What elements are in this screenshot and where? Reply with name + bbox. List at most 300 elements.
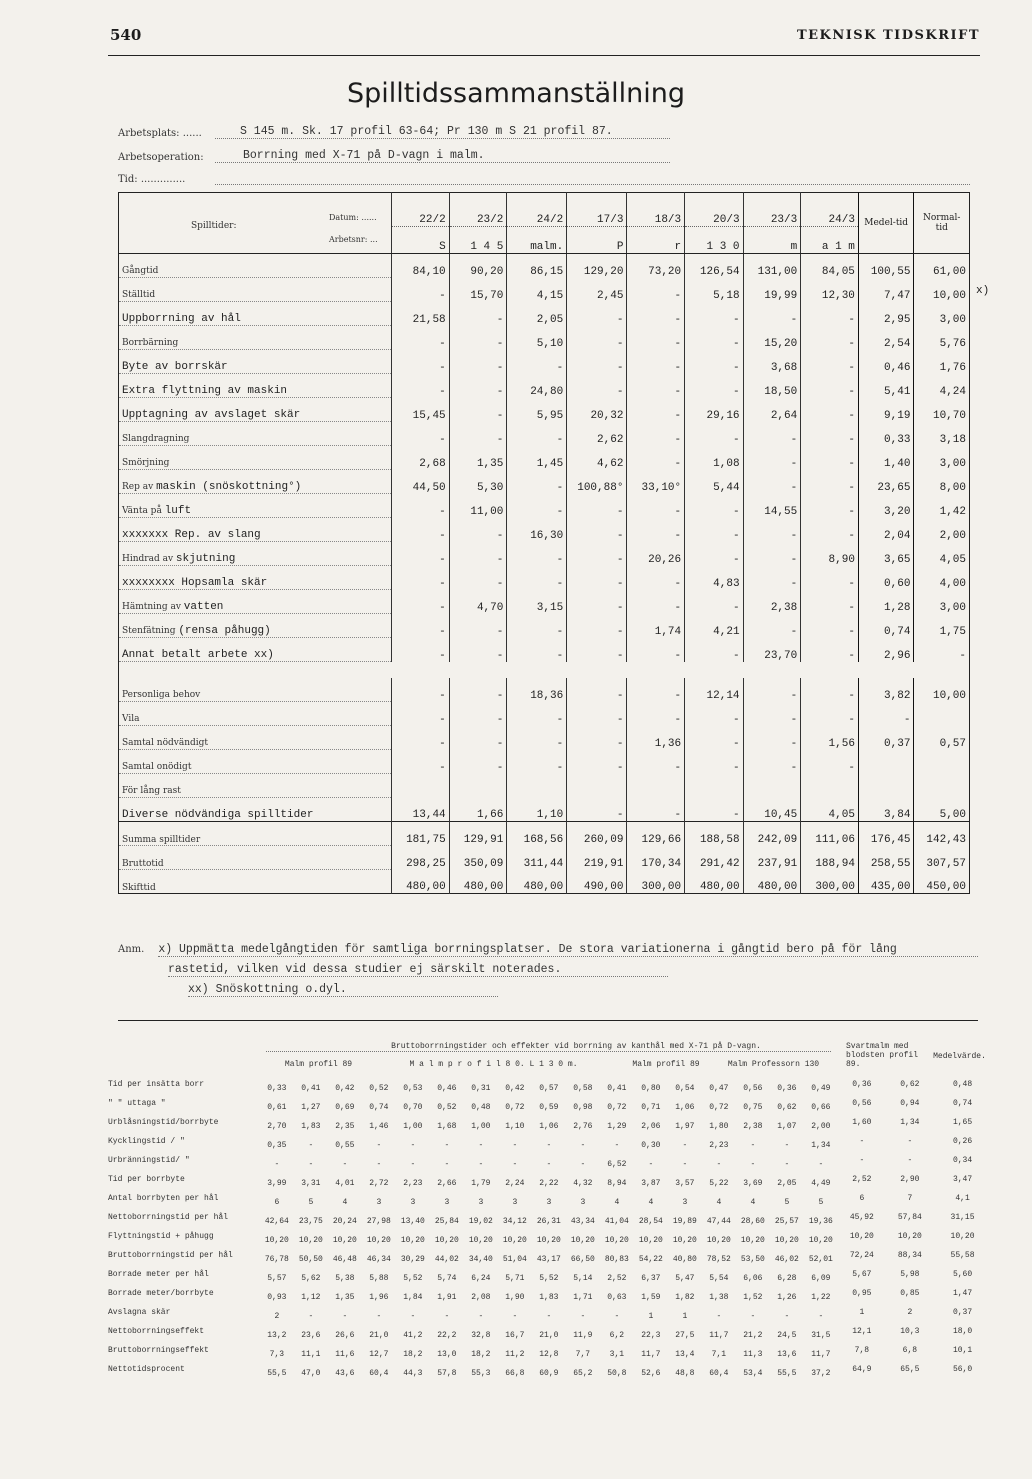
- normal-cell: 3,00: [914, 446, 970, 470]
- bottom-cell: 53,50: [740, 1255, 765, 1264]
- bottom-cell: 1,00: [403, 1122, 423, 1131]
- value-cell: 131,00: [743, 254, 801, 278]
- value-cell: 129,91: [449, 822, 507, 846]
- mean-cell: 23,65: [858, 470, 914, 494]
- bottom-cell: 48,8: [675, 1369, 695, 1378]
- value-cell: -: [507, 494, 567, 518]
- value-cell: [743, 774, 801, 798]
- value-cell: -: [391, 678, 449, 702]
- mean-cell: 3,20: [858, 494, 914, 518]
- medel-cell: 0,74: [952, 1099, 973, 1108]
- value-cell: -: [801, 518, 859, 542]
- row-typed-label: xxxxxxxx Hopsamla skär: [122, 577, 268, 589]
- bottom-cell: -: [648, 1160, 654, 1169]
- bottom-cell: 41,04: [604, 1217, 629, 1226]
- bottom-cell: -: [478, 1312, 484, 1321]
- bottom-cell: 3,69: [743, 1179, 763, 1188]
- value-cell: 5,10: [507, 326, 567, 350]
- bottom-cell: -: [444, 1141, 450, 1150]
- value-cell: -: [567, 494, 627, 518]
- bottom-cell: 3,57: [675, 1179, 695, 1188]
- bottom-cell: 5,14: [573, 1274, 593, 1283]
- value-cell: 13,44: [391, 798, 449, 822]
- medel-cell: 3,47: [952, 1175, 973, 1184]
- bottom-cell: 2,23: [403, 1179, 423, 1188]
- bottom-cell: 0,71: [641, 1103, 661, 1112]
- date-header: 24/3: [801, 193, 859, 227]
- normal-cell: 10,00: [914, 278, 970, 302]
- row-typed-label: Annat betalt arbete xx): [122, 649, 274, 661]
- medel-cell: 0,37: [952, 1308, 973, 1317]
- bottom-cell: 4: [648, 1198, 654, 1207]
- arbetsnr-header: m: [743, 226, 801, 253]
- table-row: [119, 518, 970, 542]
- bottom-cell: 5: [784, 1198, 790, 1207]
- bottom-cell: 10,20: [638, 1236, 663, 1245]
- bottom-cell: 1,12: [301, 1293, 321, 1302]
- bottom-cell: -: [546, 1312, 552, 1321]
- bottom-cell: 0,48: [471, 1103, 491, 1112]
- value-cell: -: [685, 702, 743, 726]
- table-row: [108, 1265, 988, 1284]
- mean-cell: 7,47: [858, 278, 914, 302]
- bottom-cell: -: [750, 1312, 756, 1321]
- bottom-cell: 10,20: [774, 1236, 799, 1245]
- bottom-cell: 4: [750, 1198, 756, 1207]
- bottom-cell: -: [784, 1141, 790, 1150]
- svart-cell: 2: [907, 1308, 913, 1317]
- value-cell: 23,70: [743, 638, 801, 662]
- value-cell: -: [449, 518, 507, 542]
- value-cell: -: [627, 494, 685, 518]
- bottom-cell: 0,93: [267, 1293, 287, 1302]
- value-cell: -: [507, 422, 567, 446]
- value-cell: -: [685, 494, 743, 518]
- bottom-cell: 1,26: [777, 1293, 797, 1302]
- value-cell: 480,00: [507, 870, 567, 894]
- page-number: 540: [110, 26, 142, 44]
- table-row: [108, 1170, 988, 1189]
- value-cell: 188,58: [685, 822, 743, 846]
- bottom-cell: 55,3: [471, 1369, 491, 1378]
- bottom-cell: 5,54: [709, 1274, 729, 1283]
- bottom-cell: 1,91: [437, 1293, 457, 1302]
- arbetsnr-header: 1 4 5: [449, 226, 507, 253]
- value-cell: 21,58: [391, 302, 449, 326]
- bottom-cell: 37,2: [811, 1369, 831, 1378]
- mean-cell: 9,19: [858, 398, 914, 422]
- bottom-cell: 1,84: [403, 1293, 423, 1302]
- row-label: Hindrad av: [122, 554, 174, 564]
- anm-block: [118, 943, 978, 997]
- value-cell: 1,66: [449, 798, 507, 822]
- normal-cell: 1,76: [914, 350, 970, 374]
- bottom-cell: -: [818, 1312, 824, 1321]
- normal-cell: 4,05: [914, 542, 970, 566]
- value-cell: -: [391, 422, 449, 446]
- value-cell: -: [449, 638, 507, 662]
- bottom-cell: 54,22: [638, 1255, 663, 1264]
- value-cell: -: [567, 678, 627, 702]
- bottom-cell: 24,5: [777, 1331, 797, 1340]
- value-cell: -: [685, 518, 743, 542]
- bottom-cell: 10,20: [298, 1236, 323, 1245]
- normal-cell: -: [914, 638, 970, 662]
- svart-cell: -: [907, 1137, 913, 1146]
- value-cell: -: [449, 750, 507, 774]
- row-label: Skifttid: [122, 883, 156, 893]
- value-cell: -: [567, 614, 627, 638]
- bottom-cell: -: [376, 1141, 382, 1150]
- bottom-cell: 3: [410, 1198, 416, 1207]
- value-cell: 5,95: [507, 398, 567, 422]
- bottom-cell: 23,75: [298, 1217, 323, 1226]
- bottom-cell: 76,78: [264, 1255, 289, 1264]
- bottom-cell: -: [546, 1160, 552, 1169]
- bottom-cell: 0,49: [811, 1084, 831, 1093]
- row-typed-label: vatten: [183, 601, 224, 613]
- row-label: Ställtid: [122, 290, 156, 300]
- svart-cell: -: [907, 1156, 913, 1165]
- value-cell: -: [801, 494, 859, 518]
- bottom-cell: 2,66: [437, 1179, 457, 1188]
- medel-cell: 31,15: [950, 1213, 975, 1222]
- bottom-row-label: Urbränningstid/ ": [108, 1156, 190, 1165]
- bottom-cell: 2,35: [335, 1122, 355, 1131]
- value-cell: 86,15: [507, 254, 567, 278]
- bottom-cell: -: [342, 1160, 348, 1169]
- svart-cell: 2,52: [852, 1175, 872, 1184]
- bottom-cell: 13,0: [437, 1350, 457, 1359]
- value-cell: 2,68: [391, 446, 449, 470]
- bottom-cell: 13,40: [400, 1217, 425, 1226]
- svart-cell: 6,8: [902, 1346, 918, 1355]
- value-cell: -: [801, 374, 859, 398]
- bottom-cell: 19,89: [672, 1217, 697, 1226]
- bottom-cell: 18,2: [471, 1350, 491, 1359]
- bottom-cell: 6,24: [471, 1274, 491, 1283]
- value-cell: 14,55: [743, 494, 801, 518]
- bottom-cell: 0,55: [335, 1141, 355, 1150]
- value-cell: -: [507, 566, 567, 590]
- svart-cell: 72,24: [849, 1251, 874, 1260]
- table-row: [119, 374, 970, 398]
- bottom-cell: 1,07: [777, 1122, 797, 1131]
- bottom-title: Bruttoborrningstider och effekter vid borrning av kanthål med X-71 på D-vagn.: [266, 1042, 831, 1052]
- medel-cell: 10,20: [950, 1232, 975, 1241]
- mean-cell: 3,82: [858, 678, 914, 702]
- bottom-cell: 20,24: [332, 1217, 357, 1226]
- bottom-cell: 3: [580, 1198, 586, 1207]
- normal-cell: 4,24: [914, 374, 970, 398]
- bottom-cell: 3,99: [267, 1179, 287, 1188]
- medel-cell: 1,65: [952, 1118, 973, 1127]
- bottom-cell: 10,20: [434, 1236, 459, 1245]
- normal-cell: 10,00: [914, 678, 970, 702]
- date-header: 23/3: [743, 193, 801, 227]
- group-label: Malm Professorn 130: [727, 1060, 820, 1069]
- normal-cell: 1,42: [914, 494, 970, 518]
- bottom-cell: 52,6: [641, 1369, 661, 1378]
- bottom-cell: 6,37: [641, 1274, 661, 1283]
- medel-header: Medelvärde.: [933, 1052, 986, 1061]
- value-cell: 20,32: [567, 398, 627, 422]
- bottom-row-label: Avslagna skär: [108, 1308, 171, 1317]
- medel-cell: 4,1: [955, 1194, 970, 1203]
- bottom-cell: 4: [614, 1198, 620, 1207]
- bottom-cell: 1,52: [743, 1293, 763, 1302]
- value-cell: -: [801, 702, 859, 726]
- bottom-cell: 60,4: [709, 1369, 729, 1378]
- value-cell: 90,20: [449, 254, 507, 278]
- bottom-cell: 55,5: [267, 1369, 287, 1378]
- bottom-cell: -: [750, 1141, 756, 1150]
- table-row: [108, 1075, 988, 1094]
- value-cell: 480,00: [685, 870, 743, 894]
- row-label: Hämtning av: [122, 602, 181, 612]
- bottom-cell: 13,2: [267, 1331, 287, 1340]
- table-row: [108, 1151, 988, 1170]
- value-cell: -: [743, 726, 801, 750]
- bottom-cell: 1,83: [301, 1122, 321, 1131]
- bottom-cell: 2,05: [777, 1179, 797, 1188]
- bottom-cell: 11,2: [505, 1350, 525, 1359]
- value-cell: -: [449, 398, 507, 422]
- bottom-cell: 0,47: [709, 1084, 729, 1093]
- bottom-cell: -: [376, 1312, 382, 1321]
- bottom-cell: 1,68: [437, 1122, 457, 1131]
- mean-cell: 3,65: [858, 542, 914, 566]
- value-cell: 111,06: [801, 822, 859, 846]
- medel-cell: 55,58: [950, 1251, 975, 1260]
- bottom-cell: 21,2: [743, 1331, 763, 1340]
- svart-cell: 0,94: [900, 1099, 920, 1108]
- value-cell: -: [743, 614, 801, 638]
- svart-cell: 10,3: [900, 1327, 920, 1336]
- table-row: [119, 278, 970, 302]
- bottom-cell: 5,62: [301, 1274, 321, 1283]
- value-cell: -: [449, 566, 507, 590]
- bottom-cell: 3,1: [609, 1350, 625, 1359]
- value-cell: 12,30: [801, 278, 859, 302]
- bottom-cell: 0,52: [437, 1103, 457, 1112]
- value-cell: -: [801, 302, 859, 326]
- bottom-cell: -: [580, 1141, 586, 1150]
- bottom-cell: -: [512, 1141, 518, 1150]
- bottom-cell: -: [308, 1160, 314, 1169]
- bottom-cell: 1: [648, 1312, 654, 1321]
- bottom-cell: 3: [512, 1198, 518, 1207]
- value-cell: 291,42: [685, 846, 743, 870]
- bottom-cell: 44,3: [403, 1369, 423, 1378]
- value-cell: -: [801, 614, 859, 638]
- normal-cell: [914, 750, 970, 774]
- anm-label: Anm.: [118, 944, 145, 955]
- bottom-row-label: Borrade meter per hål: [108, 1270, 209, 1279]
- row-typed-label: Diverse nödvändiga spilltider: [122, 809, 314, 821]
- value-cell: -: [801, 398, 859, 422]
- value-cell: 170,34: [627, 846, 685, 870]
- bottom-row-label: " " uttaga ": [108, 1099, 166, 1108]
- value-cell: 20,26: [627, 542, 685, 566]
- value-cell: -: [567, 374, 627, 398]
- value-cell: -: [685, 750, 743, 774]
- value-cell: -: [567, 350, 627, 374]
- bottom-cell: 1,90: [505, 1293, 525, 1302]
- normal-cell: 3,00: [914, 302, 970, 326]
- group-label: M a l m p r o f i l 8 0. L 1 3 0 m.: [409, 1060, 578, 1069]
- bottom-cell: 5: [308, 1198, 314, 1207]
- bottom-cell: 0,80: [641, 1084, 661, 1093]
- value-cell: 3,68: [743, 350, 801, 374]
- svart-cell: 64,9: [852, 1365, 872, 1374]
- value-cell: 15,20: [743, 326, 801, 350]
- bottom-cell: 22,2: [437, 1331, 457, 1340]
- section-rule: [118, 1020, 978, 1021]
- value-cell: 2,64: [743, 398, 801, 422]
- datum-label: Datum: ......: [329, 213, 377, 222]
- value-cell: [801, 774, 859, 798]
- value-cell: -: [743, 702, 801, 726]
- row-label: Bruttotid: [122, 859, 164, 869]
- bottom-cell: 10,20: [468, 1236, 493, 1245]
- bottom-cell: 10,20: [332, 1236, 357, 1245]
- group-label: Malm profil 89: [284, 1060, 353, 1069]
- bottom-row-label: Flyttningstid + påhugg: [108, 1232, 214, 1241]
- bottom-cell: 26,31: [536, 1217, 561, 1226]
- normal-cell: 5,00: [914, 798, 970, 822]
- value-cell: -: [743, 542, 801, 566]
- value-cell: 181,75: [391, 822, 449, 846]
- date-header: 18/3: [627, 193, 685, 227]
- mean-cell: -: [858, 702, 914, 726]
- bottom-cell: 65,2: [573, 1369, 593, 1378]
- bottom-cell: -: [818, 1160, 824, 1169]
- value-cell: 44,50: [391, 470, 449, 494]
- bottom-cell: -: [342, 1312, 348, 1321]
- value-cell: -: [801, 590, 859, 614]
- table-row: [119, 326, 970, 350]
- svart-header: Svartmalm med blodsten profil 89.: [846, 1042, 919, 1069]
- svart-cell: 0,56: [852, 1099, 872, 1108]
- row-label: Personliga behov: [122, 690, 201, 700]
- value-cell: 4,21: [685, 614, 743, 638]
- svart-cell: 1,34: [900, 1118, 920, 1127]
- normal-cell: 5,76: [914, 326, 970, 350]
- value-cell: 100,88°: [567, 470, 627, 494]
- value-cell: 300,00: [801, 870, 859, 894]
- value-cell: -: [567, 590, 627, 614]
- normal-cell: 450,00: [914, 870, 970, 894]
- bottom-cell: -: [512, 1312, 518, 1321]
- bottom-cell: 11,6: [335, 1350, 355, 1359]
- table-row: [119, 846, 970, 870]
- value-cell: 5,44: [685, 470, 743, 494]
- value-cell: 4,05: [801, 798, 859, 822]
- bottom-cell: 0,98: [573, 1103, 593, 1112]
- bottom-row-label: Bruttoborrningstid per hål: [108, 1251, 233, 1260]
- bottom-cell: 2,22: [539, 1179, 559, 1188]
- bottom-cell: -: [580, 1312, 586, 1321]
- bottom-cell: 1,96: [369, 1293, 389, 1302]
- bottom-cell: 12,7: [369, 1350, 389, 1359]
- bottom-cell: 8,94: [607, 1179, 627, 1188]
- value-cell: -: [743, 470, 801, 494]
- value-cell: 2,45: [567, 278, 627, 302]
- normal-cell: [914, 774, 970, 798]
- value-cell: -: [801, 470, 859, 494]
- row-label: Samtal onödigt: [122, 762, 192, 772]
- mean-cell: 0,37: [858, 726, 914, 750]
- row-typed-label: maskin (snöskottning°): [156, 481, 302, 493]
- normal-cell: [914, 702, 970, 726]
- value-cell: -: [627, 350, 685, 374]
- bottom-cell: 19,02: [468, 1217, 493, 1226]
- value-cell: 8,90: [801, 542, 859, 566]
- table-row: [108, 1322, 988, 1341]
- normal-cell: 61,00: [914, 254, 970, 278]
- table-row: [108, 1341, 988, 1360]
- bottom-cell: 2,00: [811, 1122, 831, 1131]
- value-cell: 24,80: [507, 374, 567, 398]
- svart-cell: -: [859, 1156, 865, 1165]
- bottom-cell: 4,32: [573, 1179, 593, 1188]
- arbetsnr-header: P: [567, 226, 627, 253]
- table-row: [119, 350, 970, 374]
- value-cell: 480,00: [449, 870, 507, 894]
- bottom-cell: 18,2: [403, 1350, 423, 1359]
- mean-cell: 0,74: [858, 614, 914, 638]
- value-cell: -: [627, 398, 685, 422]
- bottom-cell: -: [444, 1160, 450, 1169]
- bottom-cell: -: [614, 1141, 620, 1150]
- svart-cell: 10,20: [897, 1232, 922, 1241]
- value-cell: [449, 774, 507, 798]
- normal-cell: 307,57: [914, 846, 970, 870]
- value-cell: 19,99: [743, 278, 801, 302]
- bottom-cell: 0,58: [573, 1084, 593, 1093]
- bottom-cell: 13,6: [777, 1350, 797, 1359]
- medel-cell: 56,0: [952, 1365, 973, 1374]
- bottom-cell: 0,35: [267, 1141, 287, 1150]
- bottom-cell: 0,41: [301, 1084, 321, 1093]
- svart-cell: 5,98: [900, 1270, 920, 1279]
- bottom-cell: 0,54: [675, 1084, 695, 1093]
- bottom-cell: 42,64: [264, 1217, 289, 1226]
- medel-cell: 5,60: [952, 1270, 973, 1279]
- bottom-cell: 0,72: [607, 1103, 627, 1112]
- table-row: [108, 1132, 988, 1151]
- spilltid-table: [118, 192, 970, 894]
- value-cell: 33,10°: [627, 470, 685, 494]
- value-cell: -: [685, 326, 743, 350]
- bottom-cell: 0,61: [267, 1103, 287, 1112]
- mean-cell: 1,40: [858, 446, 914, 470]
- medel-header: Medel-tid: [858, 193, 914, 254]
- row-typed-label: Upptagning av avslaget skär: [122, 409, 301, 421]
- mean-cell: 0,46: [858, 350, 914, 374]
- value-cell: -: [743, 302, 801, 326]
- bottom-cell: 10,20: [672, 1236, 697, 1245]
- bottom-cell: 6,2: [609, 1331, 625, 1340]
- value-cell: -: [627, 422, 685, 446]
- table-row: [119, 590, 970, 614]
- value-cell: 1,74: [627, 614, 685, 638]
- bottom-cell: 13,4: [675, 1350, 695, 1359]
- table-body: [119, 254, 970, 894]
- bottom-cell: 12,8: [539, 1350, 559, 1359]
- value-cell: -: [627, 702, 685, 726]
